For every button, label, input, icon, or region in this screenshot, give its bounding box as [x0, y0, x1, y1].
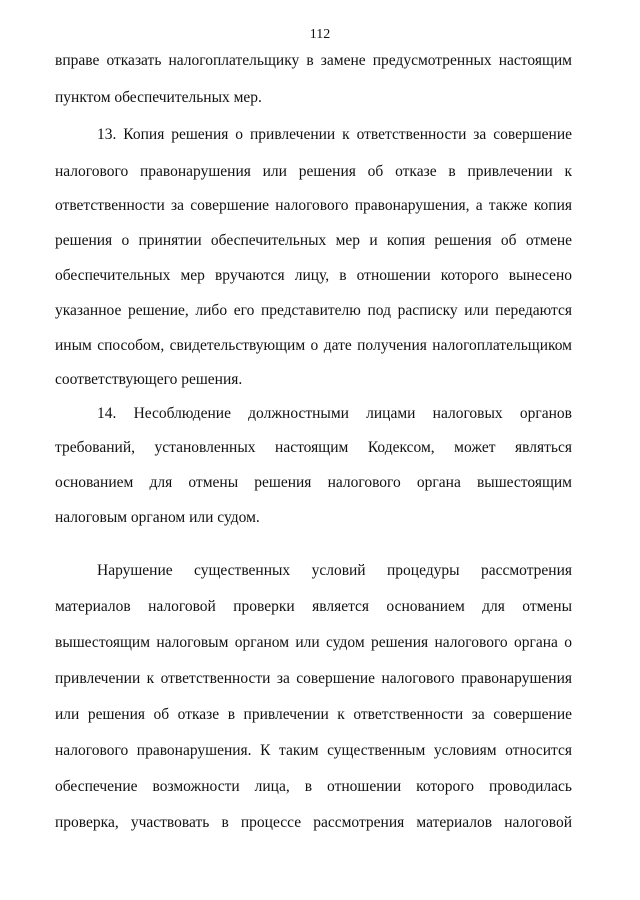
text-line: обеспечительных мер вручаются лицу, в отношении которого вынесено — [55, 267, 572, 284]
text-line: пунктом обеспечительных мер. — [55, 89, 262, 106]
text-line: иным способом, свидетельствующим о дате получения налогоплательщиком — [55, 337, 572, 354]
text-line: соответствующего решения. — [55, 371, 243, 388]
text-line: 13. Копия решения о привлечении к ответственности за совершение — [97, 126, 572, 143]
text-line: указанное решение, либо его представителю под расписку или передаются — [55, 302, 572, 319]
text-line: решения о принятии обеспечительных мер и копия решения об отмене — [55, 232, 572, 249]
text-line: обеспечение возможности лица, в отношении которого проводилась — [55, 778, 572, 795]
text-line: Нарушение существенных условий процедуры рассмотрения — [97, 562, 572, 579]
text-line: привлечении к ответственности за совершение налогового правонарушения — [55, 670, 572, 687]
text-line: вправе отказать налогоплательщику в замене предусмотренных настоящим — [55, 52, 572, 69]
text-line: налогового правонарушения. К таким существенным условиям относится — [55, 742, 572, 759]
text-line: основанием для отмены решения налогового органа вышестоящим — [55, 474, 572, 491]
text-line: или решения об отказе в привлечении к ответственности за совершение — [55, 706, 572, 723]
text-line: ответственности за совершение налогового правонарушения, а также копия — [55, 197, 572, 214]
text-line: материалов налоговой проверки является основанием для отмены — [55, 598, 572, 615]
text-line: налогового правонарушения или решения об отказе в привлечении к — [55, 163, 572, 180]
text-line: требований, установленных настоящим Кодексом, может являться — [55, 439, 572, 456]
text-line: 14. Несоблюдение должностными лицами налоговых органов — [97, 405, 572, 422]
page-number: 112 — [309, 27, 331, 42]
text-line: вышестоящим налоговым органом или судом решения налогового органа о — [55, 634, 572, 651]
text-line: налоговым органом или судом. — [55, 509, 260, 526]
text-line: проверка, участвовать в процессе рассмотрения материалов налоговой — [55, 814, 572, 831]
